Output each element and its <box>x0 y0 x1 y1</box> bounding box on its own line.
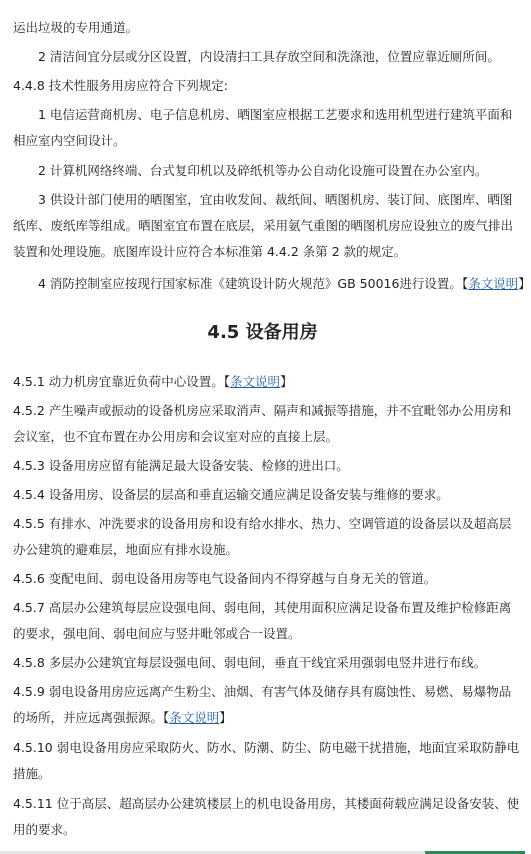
text-line: 相应室内空间设计。 <box>13 133 126 148</box>
text-line: 3 供设计部门使用的晒图室，宜由收发间、裁纸间、晒图机房、装订间、底图库、晒图 <box>38 192 513 207</box>
bracket-close: 】 <box>280 374 293 389</box>
clause-line: 的场所，并应远离强振源。【条文说明】 <box>13 710 232 725</box>
clause-explanation-link[interactable]: 条文说明 <box>230 374 281 389</box>
text-line: 2 清洁间宜分层或分区设置，内设清扫工具存放空间和洗涤池，位置应靠近厕所间。 <box>38 49 500 64</box>
text-line: 4 消防控制室应按现行国家标准《建筑设计防火规范》GB 50016进行设置。【条文说明】 <box>38 276 531 291</box>
clause-line: 4.5.3 设备用房应留有能满足最大设备安装、检修的进出口。 <box>13 458 349 473</box>
clause-explanation-link[interactable]: 条文说明 <box>169 710 220 725</box>
clause-line: 会议室，也不宜布置在办公用房和会议室对应的直接上层。 <box>13 429 339 444</box>
text-line: 1 电信运营商机房、电子信息机房、晒图室应根据工艺要求和选用机型进行建筑平面和 <box>38 107 513 122</box>
text-line: 装置和处理设施。底图库设计应符合本标准第 4.4.2 条第 2 款的规定。 <box>13 244 407 259</box>
clause-line: 4.5.8 多层办公建筑宜每层设强电间、弱电间，垂直干线宜采用强弱电竖井进行布线。 <box>13 655 487 670</box>
clause-line: 4.5.2 产生噪声或振动的设备机房应采取消声、隔声和减振等措施，并不宜毗邻办公用房和 <box>13 403 512 418</box>
clause-line: 4.5.10 弱电设备用房应采取防火、防水、防潮、防尘、防电磁干扰措施，地面宜采取防静电 <box>13 740 520 755</box>
section-title: 4.5 设备用房 <box>207 322 318 343</box>
clause-explanation-link[interactable]: 条文说明 <box>468 276 519 291</box>
clause-line: 4.5.7 高层办公建筑每层应设强电间、弱电间，其使用面积应满足设备布置及维护检修距离 <box>13 600 512 615</box>
bracket-close: 】 <box>518 276 531 291</box>
clause-line: 办公建筑的避难层，地面应有排水设施。 <box>13 542 239 557</box>
clause-line: 措施。 <box>13 766 51 781</box>
clause-line: 的要求，强电间、弱电间应与竖井毗邻或合一设置。 <box>13 626 301 641</box>
clause-line: 用的要求。 <box>13 822 76 837</box>
clause-line: 4.5.11 位于高层、超高层办公建筑楼层上的机电设备用房，其楼面荷载应满足设备安装、使 <box>13 796 520 811</box>
clause-line: 4.5.1 动力机房宜靠近负荷中心设置。【条文说明】 <box>13 374 293 389</box>
bracket-open: 【 <box>223 374 231 389</box>
text-line: 2 计算机网络终端、台式复印机以及碎纸机等办公自动化设施可设置在办公室内。 <box>38 163 488 178</box>
clause-line: 4.5.4 设备用房、设备层的层高和垂直运输交通应满足设备安装与维修的要求。 <box>13 487 449 502</box>
bracket-open: 【 <box>163 710 170 725</box>
clause-line: 4.5.5 有排水、冲洗要求的设备用房和设有给水排水、热力、空调管道的设备层以及超高层 <box>13 516 512 531</box>
clause-line: 4.5.6 变配电间、弱电设备用房等电气设备间内不得穿越与自身无关的管道。 <box>13 571 437 586</box>
bracket-close: 】 <box>219 710 232 725</box>
clause-heading: 4.4.8 技术性服务用房应符合下列规定: <box>13 78 228 93</box>
clause-line: 4.5.9 弱电设备用房应远离产生粉尘、油烟、有害气体及储存具有腐蚀性、易燃、易爆物品 <box>13 684 512 699</box>
text-line: 纸库、废纸库等组成。晒图室宜布置在底层，采用氨气重图的晒图机房应设独立的废气排出 <box>13 218 514 233</box>
text-line: 运出垃圾的专用通道。 <box>13 20 139 35</box>
bracket-open: 【 <box>461 276 469 291</box>
